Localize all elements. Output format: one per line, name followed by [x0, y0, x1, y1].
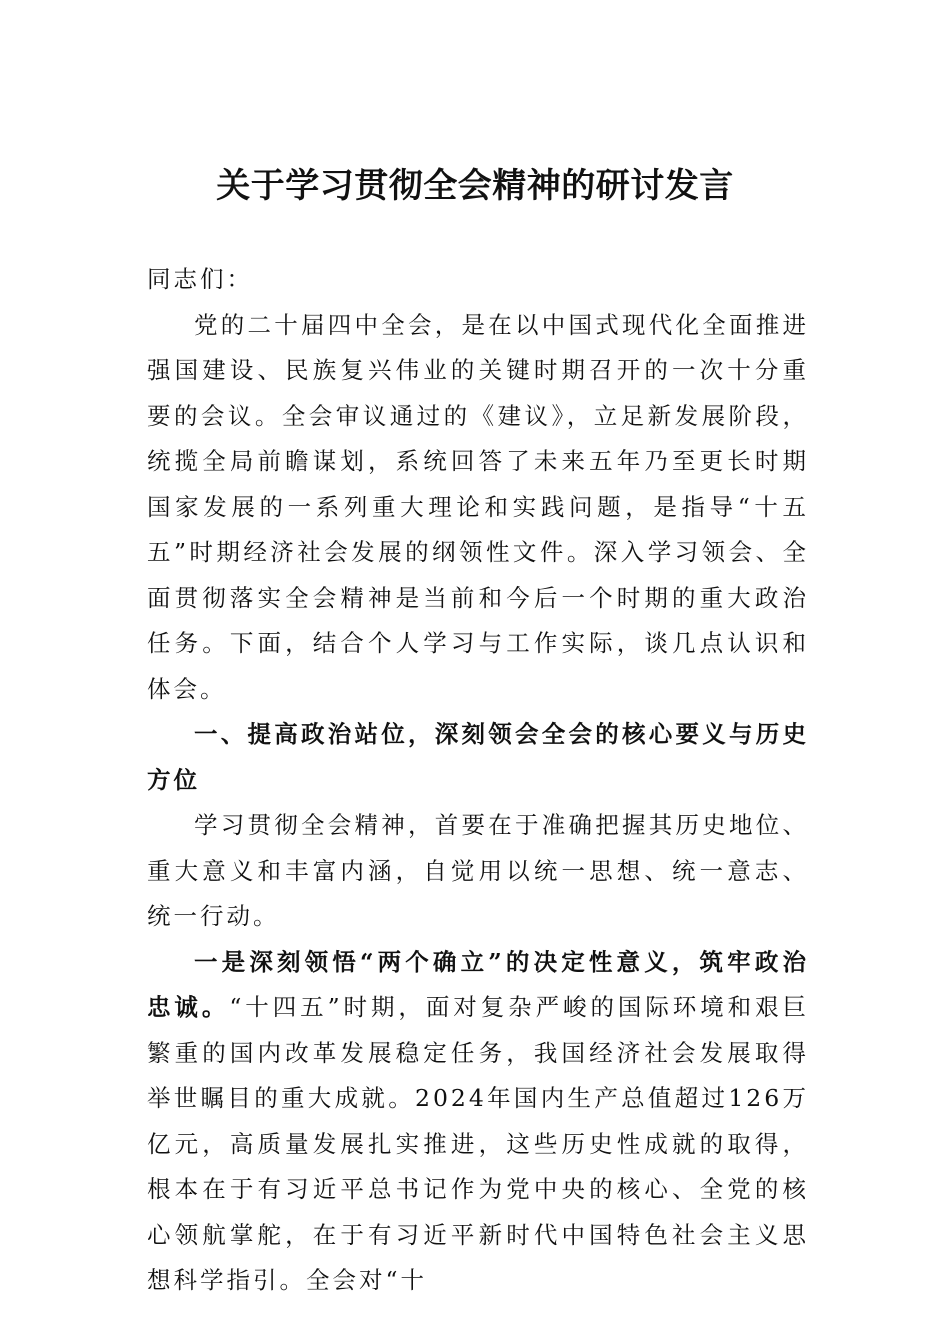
- salutation: 同志们：: [147, 265, 253, 293]
- point-1-lead: 一是深刻领悟“两个确立”的决定性意义，筑牢政治忠诚。: [147, 947, 809, 1021]
- document-body: [147, 257, 809, 1304]
- intro-paragraph: 党的二十届四中全会，是在以中国式现代化全面推进强国建设、民族复兴伟业的关键时期召开的一次十分重要的会议。全会审议通过的《建议》，立足新发展阶段，统揽全局前瞻谋划，系统回答了未来五年乃至更长时期国家发展的一系列重大理论和实践问题，是指导“十五五”时期经济社会发展的纲领性文件。深入学习领会、全面贯彻落实全会精神是当前和今后一个时期的重大政治任务。下面，结合个人学习与工作实际，谈几点认识和体会。: [147, 310, 809, 703]
- section-1-heading: 一、提高政治站位，深刻领会全会的核心要义与历史方位: [147, 720, 809, 794]
- point-1-body: “十四五”时期，面对复杂严峻的国际环境和艰巨繁重的国内改革发展稳定任务，我国经济社会发展取得举世瞩目的重大成就。2024年国内生产总值超过126万亿元，高质量发展扎实推进，这些历史性成就的取得，根本在于有习近平总书记作为党中央的核心、全党的核心领航掌舵，在于有习近平新时代中国特色社会主义思想科学指引。全会对“十: [147, 993, 809, 1294]
- section-1-paragraph: 学习贯彻全会精神，首要在于准确把握其历史地位、重大意义和丰富内涵，自觉用以统一思想、统一意志、统一行动。: [147, 811, 809, 930]
- point-1-paragraph: [147, 940, 809, 1304]
- document-title: 关于学习贯彻全会精神的研讨发言: [216, 166, 734, 206]
